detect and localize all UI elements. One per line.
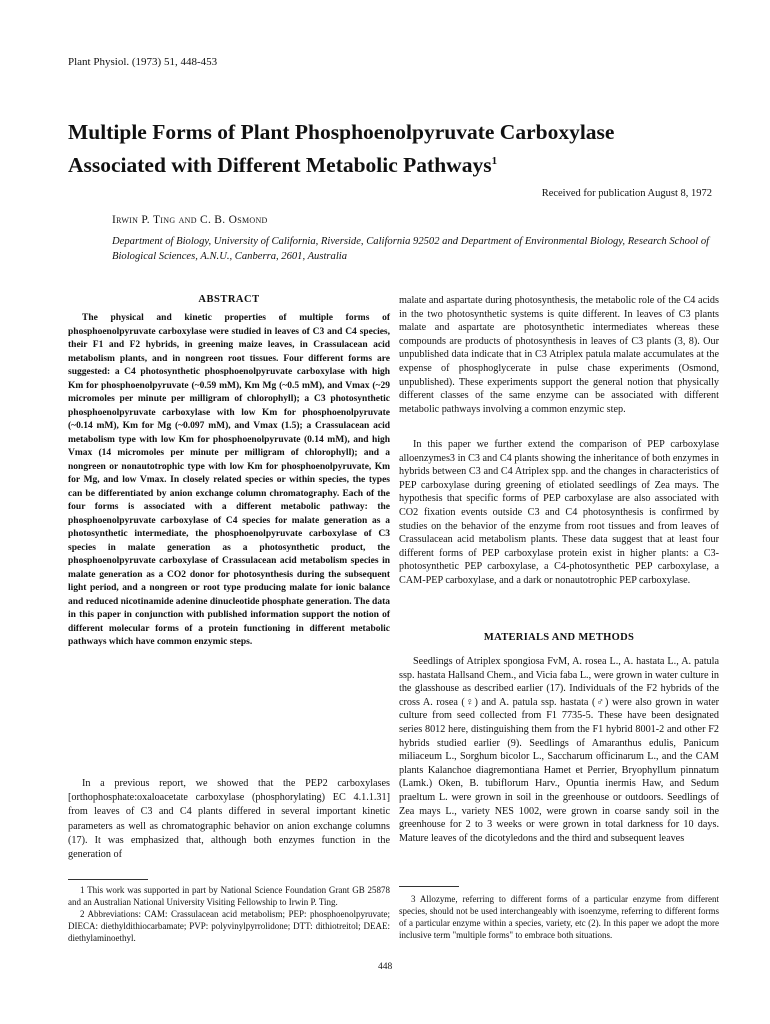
title-line-2: Associated with Different Metabolic Pathways <box>68 153 492 178</box>
right-paragraph-1: malate and aspartate during photosynthesis, the metabolic role of the C4 acids in the two photosynthetic systems is quite different. In leaves of C3 plants malate and aspartate are photosynthetic intermediates whereas these compounds are products of photosynthesis in leaves of C3 plants (3, 8). Our unpublished data indicate that in C3 Atriplex patula malate accumulates at the expense of phosphoglycerate in pulse chase experiments (Osmond, unpublished). These experiments support the general notion that physically different classes of the same enzyme can be associated with different metabolic pathways involving a common enzymic step. <box>399 295 719 415</box>
journal-citation: Plant Physiol. (1973) 51, 448-453 <box>68 56 218 68</box>
author-line: Irwin P. Ting and C. B. Osmond <box>112 214 268 226</box>
materials-methods-heading: MATERIALS AND METHODS <box>483 632 635 643</box>
footnote-2: 2 Abbreviations: CAM: Crassulacean acid metabolism; PEP: phosphoenolpyruvate; DIECA: diethyldithiocarbamate; PVP: polyvinylpyrrolidone; DTT: dithiotreitol; DEAE: diethylaminoethyl. <box>68 909 390 943</box>
footnote-rule-left <box>68 879 148 880</box>
footnotes-left <box>68 884 390 944</box>
title-footnote-mark: 1 <box>491 155 498 167</box>
title-line-1: Multiple Forms of Plant Phosphoenolpyruvate Carboxylase <box>68 120 615 144</box>
abstract-heading: ABSTRACT <box>198 294 260 305</box>
footnote-3: 3 Allozyme, referring to different forms of a particular enzyme from different species, should not be used interchangeably with isoenzyme, referring to different forms of a particular enzyme within a species, variety, etc (2). In this paper we adopt the more inclusive term "multiple forms" to embrace both situations. <box>399 894 719 940</box>
abstract-text: The physical and kinetic properties of multiple forms of phosphoenolpyruvate carboxylase were studied in leaves of C3 and C4 species, their F1 and F2 hybrids, in greening maize leaves, in Crassulacean acid metabolism plants, and in nongreen root tissues. Four different forms are suggested: a C4 photosynthetic phosphoenolpyruvate carboxylase with high Km for phosphoenolpyruvate (~0.59 mM), Km Mg (~0.5 mM), and Vmax (~29 micromoles per minute per milligram of chlorophyll); a C3 photosynthetic phosphoenolpyruvate carboxylase with low Km for phosphoenolpyruvate (~0.14 mM), Km for Mg (~0.097 mM), and Vmax (1.5); a Crassulacean acid metabolism type with low Km for phosphoenolpyruvate (0.14 mM), and high Vmax (14 micromoles per minute per milligram of chlorophyll); and a nongreen or nonautotrophic type with low Km for phosphoenolpyruvate, Km for Mg, and low Vmax. In closely related species or within species, the types can be differentiated by anion exchange column chromatography. Each of the four forms is associated with a different metabolic pathway: the phosphoenolpyruvate carboxylase of C4 species for malate generation as a photosynthetic intermediate, the phosphoenolpyruvate carboxylase of C3 species in malate generation as a photosynthetic product, the phosphoenolpyruvate carboxylase of Crassulacean acid metabolism species in malate generation as a CO2 donor for photosynthesis during the subsequent light period, and a nongreen or root type producing malate for ionic balance and reduced nicotinamide adenine dinucleotide phosphate generation. The data in this paper in conjunction with published information support the notion of different molecular forms of a protein functioning in different metabolic pathways which have common enzymic steps. <box>68 313 390 647</box>
affiliation: Department of Biology, University of California, Riverside, California 92502 and Department of Environmental Biology, Research School of Biological Sciences, A.N.U., Canberra, 2601, Australia <box>112 236 710 262</box>
footnote-rule-right <box>399 886 459 887</box>
right-paragraph-2: In this paper we further extend the comparison of PEP carboxylase alloenzymes3 in C3 and C4 plants showing the inheritance of both enzymes in hybrids between C3 and C4 Atriplex spp. and the changes in characteristics of PEP carboxylase during greening of etiolated seedlings of Zea mays. The hypothesis that specific forms of PEP carboxylase are also associated with CO2 fixation events outside C3 and C4 photosynthesis is confirmed by studies on the behavior of the enzyme from root tissues and from leaves of Crassulacean acid metabolism plants. These data suggest that at least four different forms of PEP carboxylase protein exist in higher plants: a C3-photosynthetic PEP carboxylase, a C4-photosynthetic PEP carboxylase, a CAM-PEP carboxylase, and a dark or nonautotrophic PEP carboxylase. <box>399 439 719 586</box>
footnote-1: 1 This work was supported in part by National Science Foundation Grant GB 25878 and an Australian National University Visiting Fellowship to Irwin P. Ting. <box>68 885 390 907</box>
materials-methods-paragraph: Seedlings of Atriplex spongiosa FvM, A. rosea L., A. hastata L., A. patula ssp. hastata Hallsand Chem., and Vicia faba L., were grown in water culture in the glasshouse as described earlier (17). Individuals of the F2 hybrids of the cross A. rosea (♀) and A. patula ssp. hastata (♂) were also grown in water culture from seed collected from F1 7735-5. These have been designated series 8012 here, distinguishing them from the F1 hybrid 8001-2 and other F2 hybrids studied earlier (9). Seedlings of Amaranthus edulis, Panicum miliaceum L., Sorghum bicolor L., Saccharum officinarum L., and the CAM plants Kalanchoe diagremontiana Hamet et Perrier, Bryophyllum pinnatum (Lamk.) Oken, B. tubiflorum Harv., Opuntia inermis Haw, and Sedum praeltum L. were grown in soil in the greenhouse or outdoors. Seedlings of Zea mays L., variety NES 1002, were grown in coarse sandy soil in the greenhouse for 2 to 3 weeks or were grown in total darkness for 10 days. Mature leaves of the dicotyledons and the third and subsequent leaves <box>399 656 720 844</box>
footnotes-right <box>399 893 719 941</box>
page-number: 448 <box>378 962 393 972</box>
intro-paragraph: In a previous report, we showed that the PEP2 carboxylases [orthophosphate:oxaloacetate carboxylase (phosphorylating) EC 4.1.1.31] from leaves of C3 and C4 plants differed in several important kinetic parameters as well as chromatographic behavior on anion exchange columns (17). It was emphasized that, although both enzymes function in the generation of <box>68 778 390 861</box>
received-date: Received for publication August 8, 1972 <box>541 188 712 199</box>
article-title <box>68 118 718 180</box>
